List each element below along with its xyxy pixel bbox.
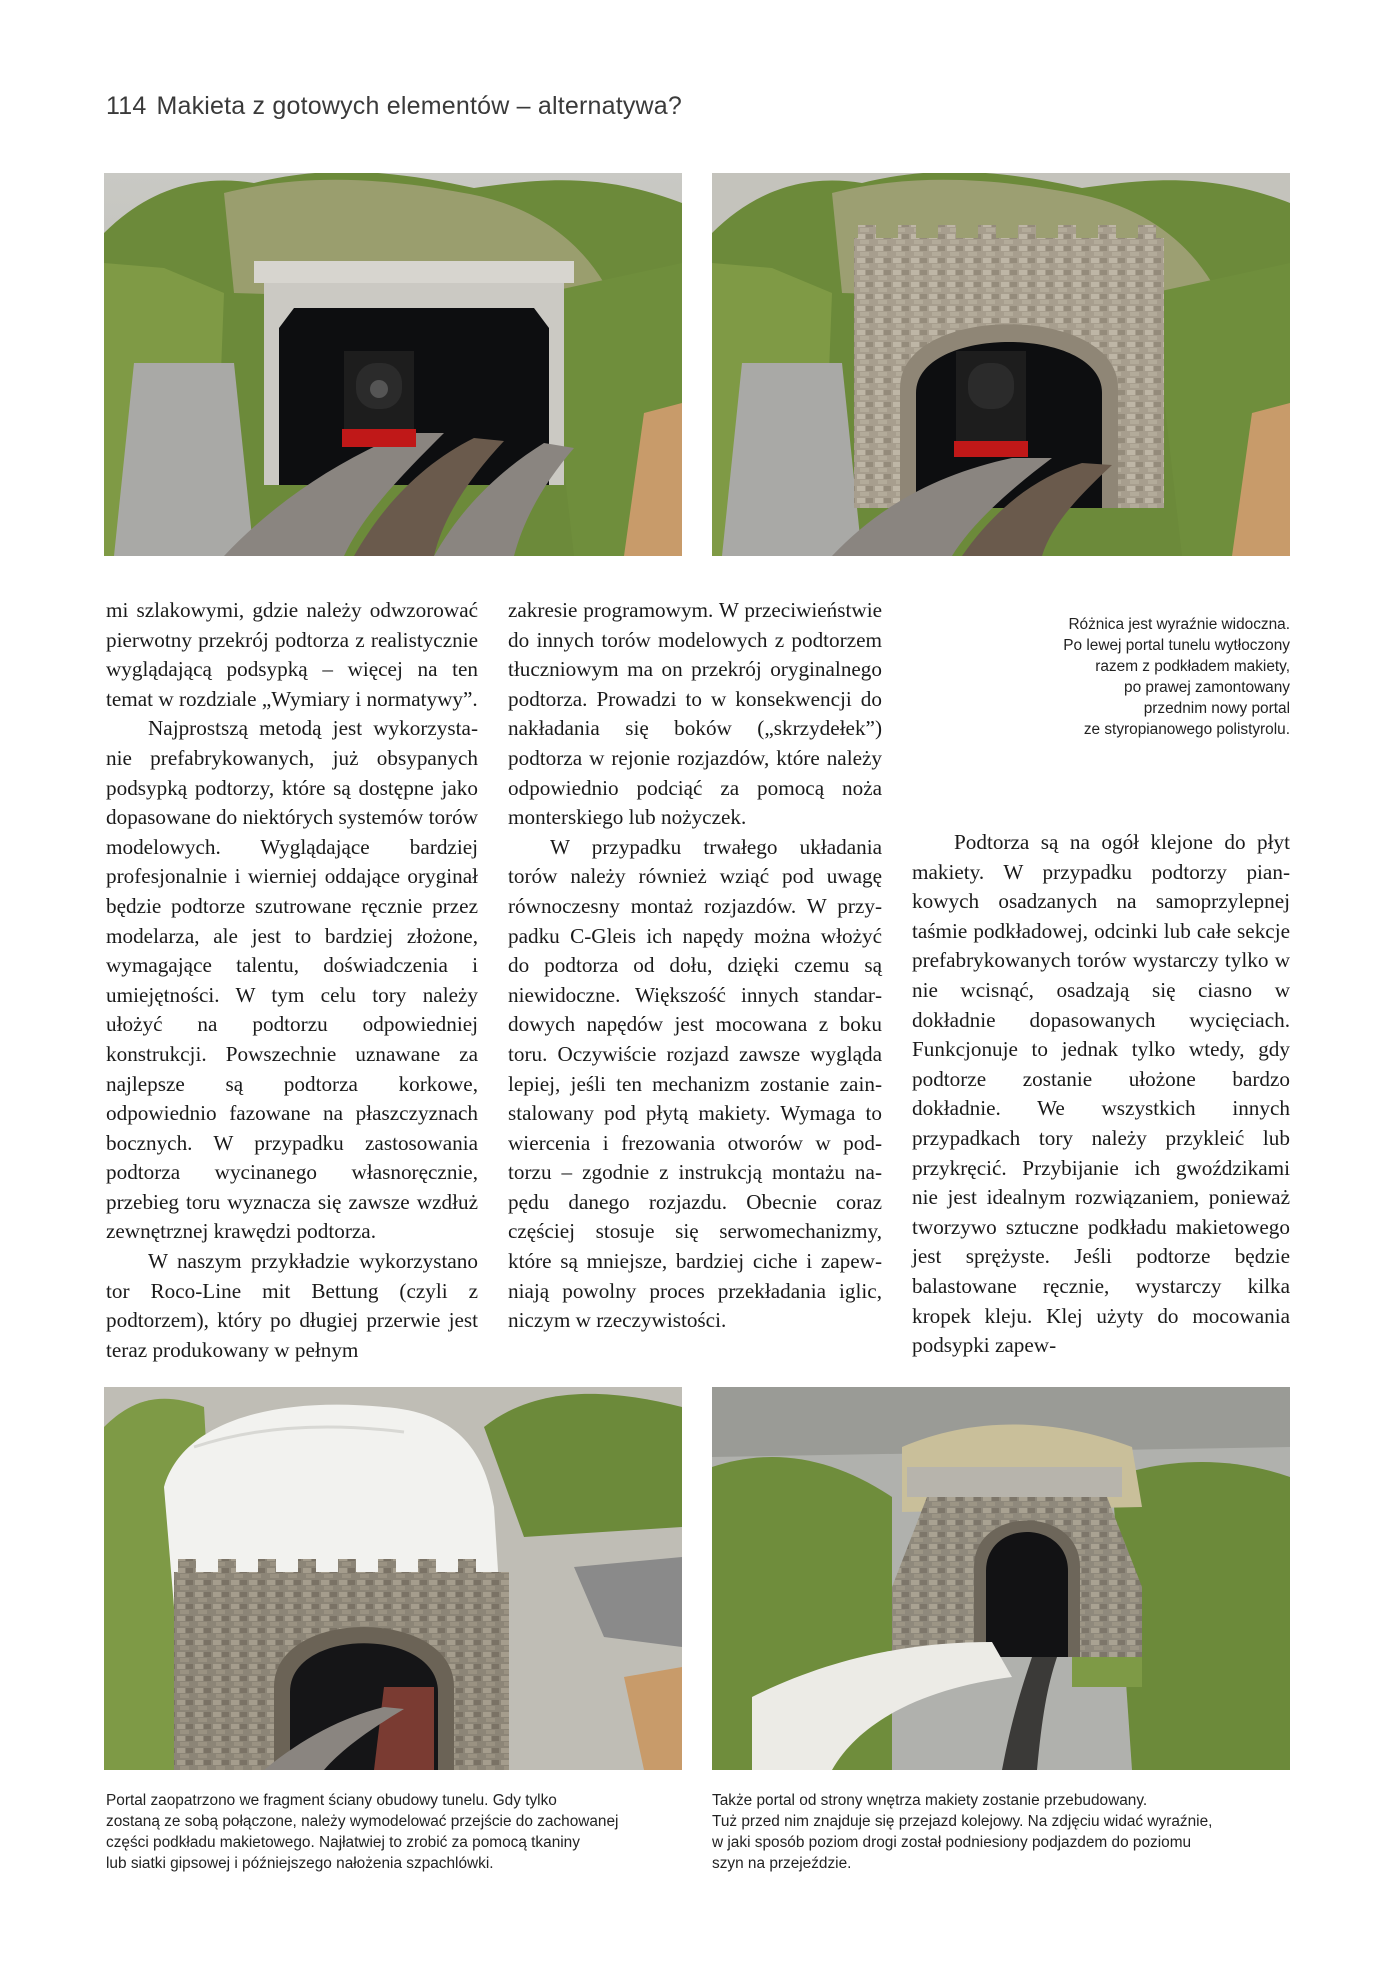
caption-line: ze styropianowego polistyrolu. [1083, 721, 1290, 738]
caption-bottom-right [712, 1790, 1292, 1874]
caption-line: zostaną ze sobą połączone, należy wymodelować przejście do zachowanej [106, 1813, 619, 1830]
text-column-2 [508, 596, 882, 1336]
caption-line: części podkładu makietowego. Najłatwiej to zrobić za pomocą tkaniny [106, 1834, 580, 1851]
page-number: 114 [106, 92, 147, 120]
chapter-title: Makieta z gotowych elementów – alternatywa? [156, 92, 682, 120]
caption-bottom-left [106, 1790, 686, 1874]
caption-line: przednim nowy portal [1143, 700, 1290, 717]
paragraph: W naszym przykładzie wykorzystano tor Roco-Line mit Bettung (czyli z podtorzem), który po długiej przerwie jest teraz produkowany w pełnym [106, 1249, 478, 1362]
caption-line: Także portal od strony wnętrza makiety zostanie przebudowany. [712, 1792, 1148, 1809]
photo-portal-with-plaster [104, 1387, 682, 1770]
caption-top-right [912, 614, 1290, 740]
caption-line: lub siatki gipsowej i późniejszego nałożenia szpachlówki. [106, 1855, 494, 1872]
caption-line: szyn na przejeździe. [712, 1855, 852, 1872]
caption-line: Po lewej portal tunelu wytłoczony [1063, 637, 1290, 654]
photo-inner-portal-crossing [712, 1387, 1290, 1770]
text-column-1 [106, 596, 478, 1365]
photo-plastic-portal [104, 173, 682, 556]
caption-line: Tuż przed nim znajduje się przejazd kolejowy. Na zdjęciu widać wyraźnie, [712, 1813, 1213, 1830]
caption-line: po prawej zamontowany [1124, 679, 1290, 696]
caption-line: Portal zaopatrzono we fragment ściany obudowy tunelu. Gdy tylko [106, 1792, 557, 1809]
running-header [106, 92, 682, 121]
paragraph: Najprostszą metodą jest wykorzystanie prefabrykowanych, już obsypanych podsypką podtorzy, które są dostępne jako dopasowane do niektórych systemów torów modelowych. Wyglądające bardziej profesjonalnie i wierniej oddające oryginał będzie podtorze szutrowane ręcznie przez modelarza, ale jest to bardziej złożone, wymagające talentu, doświadczenia i umiejętności. W tym celu tory należy ułożyć na podtorzu odpowiedniej konstrukcji. Powszechnie uznawane za najlepsze są podtorza korkowe, odpowiednio fazowane na płaszczyznach bocznych. W przypadku zastosowania podtorza wycinanego własnoręcznie, przebieg toru wyznacza się zawsze wzdłuż zewnętrznej krawędzi podtorza. [106, 716, 478, 1244]
text-column-3 [912, 828, 1290, 1361]
caption-line: Różnica jest wyraźnie widoczna. [1068, 616, 1290, 633]
paragraph: zakresie programowym. W przeciwieństwie do innych torów modelowych z podtorzem tłuczniowym ma on przekrój oryginalnego podtorza. Prowadzi to w konsekwencji do nakładania się boków („skrzydełek”) podtorza w rejonie rozjazdów, które należy odpowiednio podciąć za pomocą noża monterskiego lub nożyczek. [508, 598, 882, 830]
paragraph: Podtorza są na ogół klejone do płyt makiety. W przypadku podtorzy piankowych osadzanych na samoprzylepnej taśmie podkładowej, odcinki lub całe sekcje prefabrykowanych torów wystarczy tylko w nie wcisnąć, osadzają się ciasno w dokładnie dopasowanych wycięciach. Funkcjonuje to jednak tylko wtedy, gdy podtorze zostanie ułożone bardzo dokładnie. We wszystkich innych przypadkach tory należy przykleić lub przykręcić. Przybijanie ich gwoździkami nie jest idealnym rozwiązaniem, ponieważ tworzywo sztuczne podkładu makietowego jest sprężyste. Jeśli podtorze będzie balastowane ręcznie, wystarczy kilka kropek kleju. Klej użyty do mocowania podsypki zapew- [912, 830, 1290, 1358]
caption-line: razem z podkładem makiety, [1095, 658, 1290, 675]
paragraph: mi szlakowymi, gdzie należy odwzorować pierwotny przekrój podtorza z realistycznie wyglądającą podsypką – więcej na ten temat w rozdziale „Wymiary i normatywy”. [106, 598, 478, 711]
photo-stone-portal [712, 173, 1290, 556]
caption-line: w jaki sposób poziom drogi został podniesiony podjazdem do poziomu [712, 1834, 1192, 1851]
paragraph: W przypadku trwałego układania torów należy również wziąć pod uwagę równoczesny montaż rozjazdów. W przypadku C-Gleis ich napędy można włożyć do podtorza od dołu, dzięki czemu są niewidoczne. Większość innych standardowych napędów jest mocowana z boku toru. Oczywiście rozjazd zawsze wygląda lepiej, jeśli ten mechanizm zostanie zainstalowany pod płytą makiety. Wymaga to wiercenia i frezowania otworów w podtorzu – zgodnie z instrukcją montażu napędu danego rozjazdu. Obecnie coraz częściej stosuje się serwomechanizmy, które są mniejsze, bardziej ciche i zapewniają powolny proces przekładania iglic, niczym w rzeczywistości. [508, 834, 882, 1333]
